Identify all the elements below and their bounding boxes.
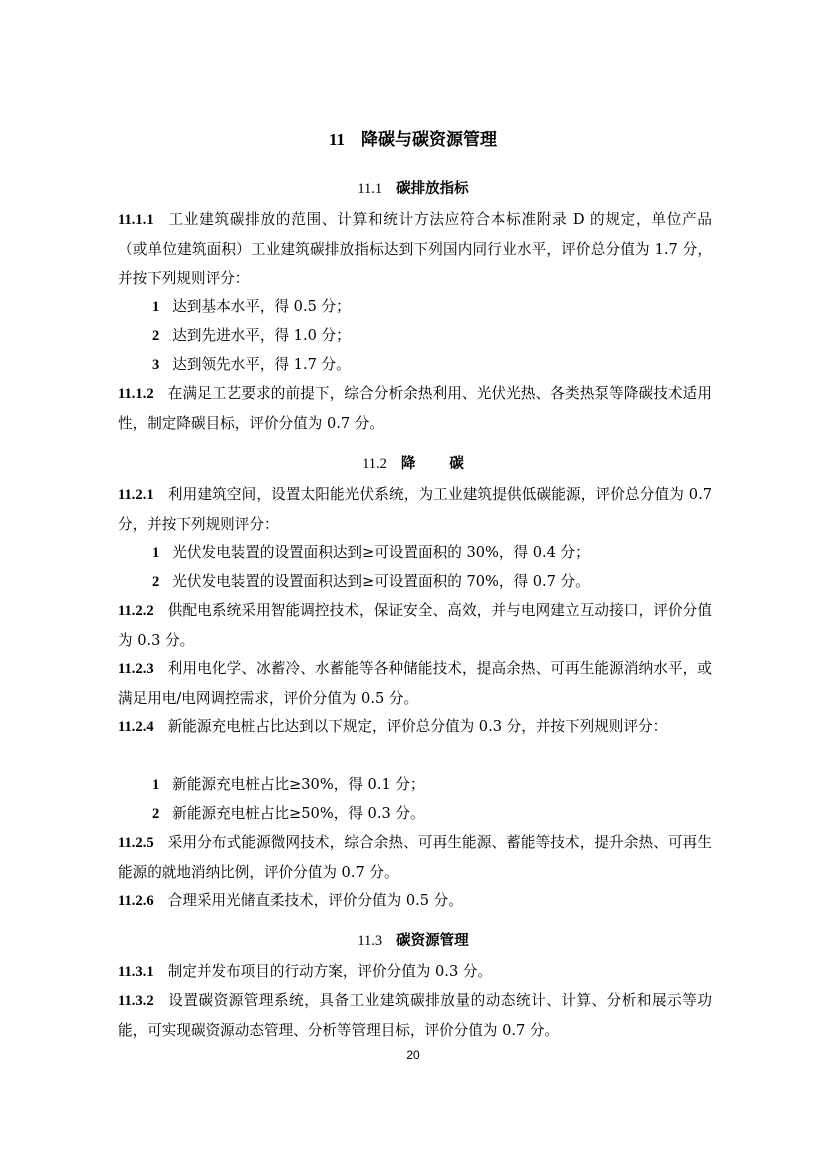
- item-number: 1: [152, 299, 160, 315]
- item-number: 2: [152, 574, 160, 590]
- clause-number: 11.2.2: [118, 603, 154, 619]
- list-item: [152, 567, 712, 597]
- section-title-11-2: [0, 453, 826, 475]
- clause-11-2-4: [118, 712, 712, 742]
- list-item: [152, 538, 712, 568]
- section-title-text: 碳排放指标: [396, 181, 469, 197]
- section-title-11-3: [0, 930, 826, 952]
- clause-text: 设置碳资源管理系统，具备工业建筑碳排放量的动态统计、计算、分析和展示等功能，可实现碳资源动态管理、分析等管理目标，评价分值为 0.7 分。: [118, 992, 712, 1039]
- list-item: [152, 350, 712, 380]
- item-text: 光伏发电装置的设置面积达到≥可设置面积的 30%，得 0.4 分；: [172, 544, 590, 561]
- section-title-text: 碳资源管理: [396, 933, 469, 949]
- clause-number: 11.3.1: [118, 964, 154, 980]
- clause-11-2-5: [118, 828, 712, 887]
- clause-11-1-2: [118, 379, 712, 438]
- section-number: 11.2: [362, 456, 387, 472]
- chapter-title-text: 降碳与碳资源管理: [361, 130, 498, 150]
- clause-11-3-1: [118, 957, 712, 987]
- clause-11-2-1: [118, 480, 712, 539]
- clause-text: 制定并发布项目的行动方案，评价分值为 0.3 分。: [167, 963, 493, 980]
- item-number: 2: [152, 806, 160, 822]
- item-text: 达到领先水平，得 1.7 分。: [172, 356, 351, 373]
- item-number: 1: [152, 777, 160, 793]
- section-number: 11.1: [357, 181, 383, 197]
- clause-text: 利用电化学、冰蓄冷、水蓄能等各种储能技术，提高余热、可再生能源消纳水平，或满足用电/电网调控需求，评价分值为 0.5 分。: [118, 660, 712, 707]
- item-number: 1: [152, 545, 160, 561]
- clause-number: 11.2.1: [118, 487, 154, 503]
- clause-11-2-6: [118, 886, 712, 916]
- clause-11-2-3: [118, 654, 712, 713]
- clause-11-2-2: [118, 596, 712, 655]
- clause-text: 在满足工艺要求的前提下，综合分析余热利用、光伏光热、各类热泵等降碳技术适用性，制定降碳目标，评价分值为 0.7 分。: [118, 385, 712, 432]
- page-number: 20: [406, 1048, 420, 1062]
- list-item: [152, 321, 712, 351]
- clause-number: 11.2.3: [118, 661, 154, 677]
- list-item: [152, 799, 712, 829]
- clause-number: 11.2.6: [118, 893, 154, 909]
- list-item: [152, 292, 712, 322]
- clause-number: 11.2.4: [118, 719, 154, 735]
- clause-text: 合理采用光储直柔技术，评价分值为 0.5 分。: [167, 892, 463, 909]
- list-item: [152, 770, 712, 800]
- chapter-number: 11: [328, 130, 346, 149]
- clause-text: 利用建筑空间，设置太阳能光伏系统，为工业建筑提供低碳能源，评价总分值为 0.7 分，并按下列规则评分：: [118, 486, 712, 533]
- clause-text: 新能源充电桩占比达到以下规定，评价总分值为 0.3 分，并按下列规则评分：: [167, 718, 668, 735]
- item-text: 光伏发电装置的设置面积达到≥可设置面积的 70%，得 0.7 分。: [172, 573, 590, 590]
- section-title-text: 降碳: [400, 456, 498, 472]
- section-title-11-1: [0, 178, 826, 200]
- item-number: 3: [152, 357, 160, 373]
- clause-11-1-1: [118, 205, 712, 293]
- clause-text: 采用分布式能源微网技术，综合余热、可再生能源、蓄能等技术，提升余热、可再生能源的就地消纳比例，评价分值为 0.7 分。: [118, 834, 712, 881]
- clause-text: 供配电系统采用智能调控技术，保证安全、高效，并与电网建立互动接口，评价分值为 0.3 分。: [118, 602, 712, 649]
- chapter-title: [0, 128, 826, 152]
- clause-text: 工业建筑碳排放的范围、计算和统计方法应符合本标准附录 D 的规定，单位产品（或单位建筑面积）工业建筑碳排放指标达到下列国内同行业水平，评价总分值为 1.7 分，并按下列规则评分：: [118, 211, 712, 287]
- section-number: 11.3: [357, 933, 383, 949]
- clause-number: 11.2.5: [118, 835, 154, 851]
- item-text: 达到基本水平，得 0.5 分；: [172, 298, 351, 315]
- clause-number: 11.1.1: [118, 212, 154, 228]
- item-text: 新能源充电桩占比≥50%，得 0.3 分。: [172, 805, 425, 822]
- clause-number: 11.3.2: [118, 993, 154, 1009]
- item-number: 2: [152, 328, 160, 344]
- item-text: 新能源充电桩占比≥30%，得 0.1 分；: [172, 776, 425, 793]
- item-text: 达到先进水平，得 1.0 分；: [172, 327, 351, 344]
- clause-11-3-2: [118, 986, 712, 1045]
- clause-number: 11.1.2: [118, 386, 154, 402]
